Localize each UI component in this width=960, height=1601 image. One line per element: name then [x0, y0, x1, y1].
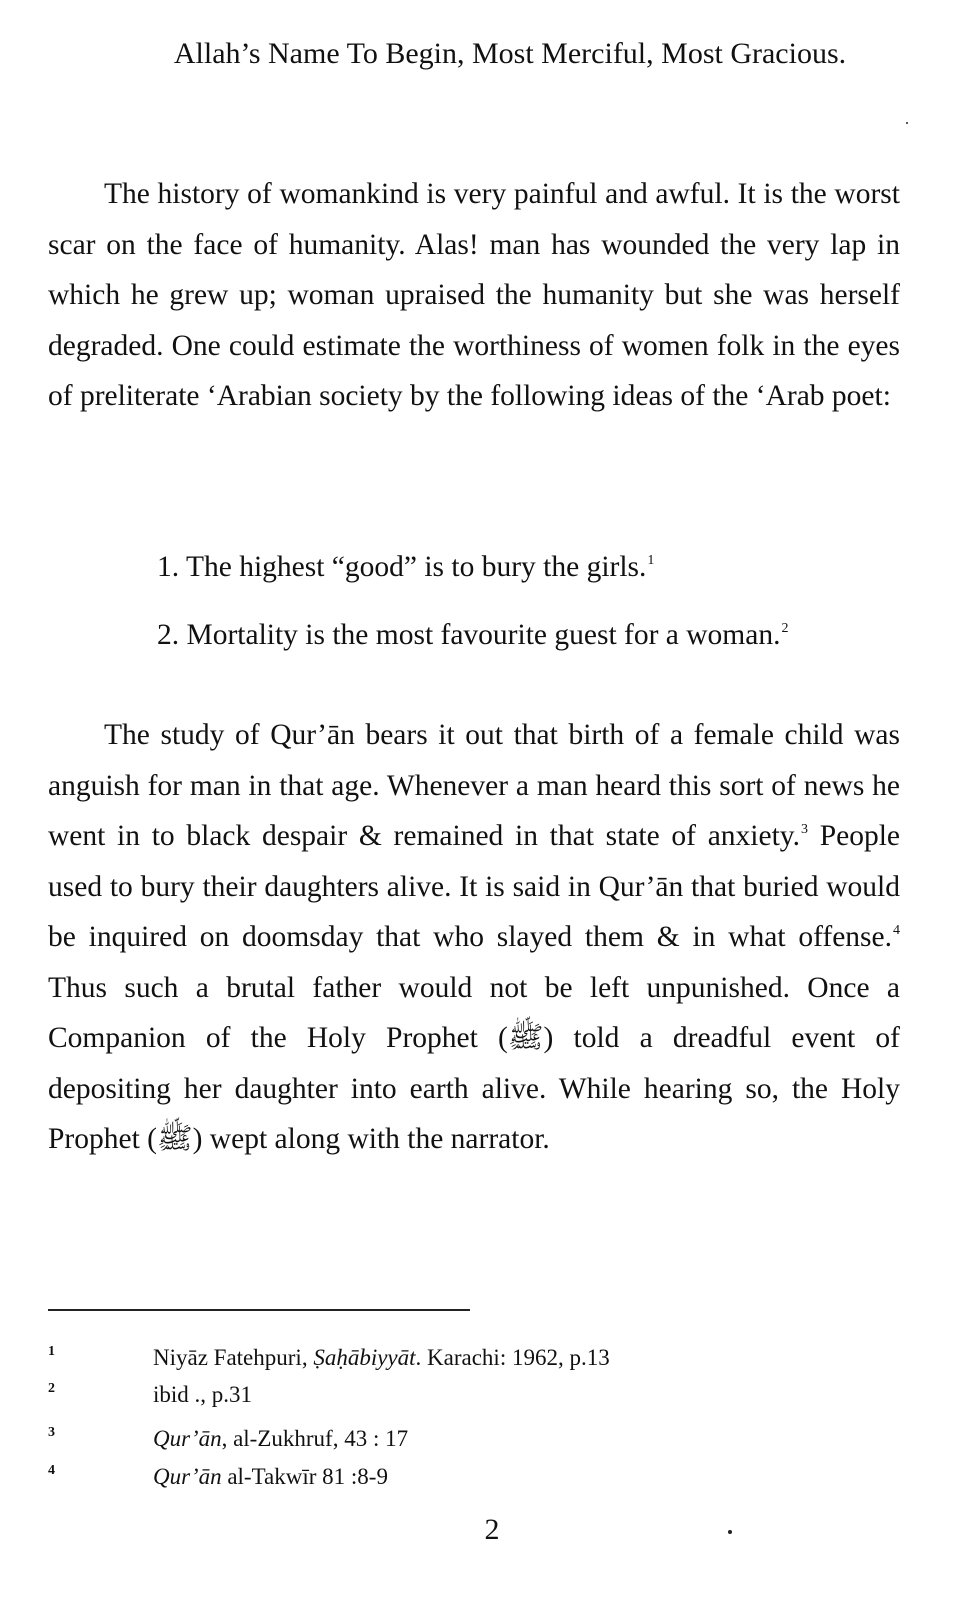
- footnote-text: [153, 1380, 252, 1410]
- footnote-author: Niyāz Fatehpuri,: [153, 1345, 314, 1370]
- footnote-ref-1[interactable]: 1: [647, 553, 655, 568]
- poem-line-2: [157, 610, 807, 660]
- paragraph-2-part-3: Thus such a brutal father would not be left unpunished. Once a Companion of the Holy Prophet (ﷺ) told a dreadful event of depositing her daughter into earth alive. While hearing so, the Holy Prophet (ﷺ) wept along with the narrator.: [48, 971, 900, 1155]
- paragraph-2-part-1: The study of Qur’ān bears it out that birth of a female child was anguish for man in that age. Whenever a man heard this sort of news he went in to black despair & remained in that state of anxiety.: [48, 719, 900, 852]
- paragraph-2-part-2: People used to bury their daughters alive. It is said in Qur’ān that buried would be inquired on doomsday that who slayed them & in what offense.: [48, 820, 900, 953]
- page-title: Allah’s Name To Begin, Most Merciful, Most Gracious.: [173, 37, 847, 70]
- footnote-ref-2[interactable]: 2: [781, 621, 789, 636]
- footnote-number: 3: [48, 1425, 55, 1440]
- footnote-text: [153, 1343, 610, 1373]
- footnote-citation: ibid ., p.31: [153, 1382, 253, 1407]
- footnote-3: [48, 1424, 908, 1464]
- scan-speck: [728, 1530, 732, 1534]
- footnote-text: [153, 1424, 408, 1454]
- footnote-work-title: Ṣaḥābiyyāt: [313, 1345, 416, 1370]
- footnote-number: 4: [48, 1463, 55, 1478]
- footnote-ref-3[interactable]: 3: [800, 822, 808, 837]
- footnote-divider: [48, 1309, 470, 1311]
- page-number: 2: [484, 1513, 500, 1546]
- footnote-number: 1: [48, 1344, 55, 1359]
- paragraph-quran-study: [48, 710, 900, 1165]
- footnote-number: 2: [48, 1381, 55, 1396]
- footnote-citation: , al-Zukhruf, 43 : 17: [221, 1426, 409, 1451]
- footnote-work-title: Qur’ān: [153, 1464, 222, 1489]
- footnote-ref-4[interactable]: 4: [893, 923, 900, 938]
- poem-line-1-text: 1. The highest “good” is to bury the girls.: [157, 551, 647, 583]
- footnote-citation: al-Takwīr 81 :8-9: [221, 1464, 388, 1489]
- poem-line-2-text: 2. Mortality is the most favourite guest for a woman.: [157, 619, 781, 651]
- footnote-2: [48, 1380, 908, 1420]
- poem-line-1: [157, 542, 837, 592]
- footnote-citation: . Karachi: 1962, p.13: [415, 1345, 610, 1370]
- footnote-text: [153, 1462, 388, 1492]
- footnote-work-title: Qur’ān: [153, 1426, 222, 1451]
- scan-speck: [906, 122, 908, 124]
- paragraph-intro: The history of womankind is very painful and awful. It is the worst scar on the face of humanity. Alas! man has wounded the very lap in which he grew up; woman upraised the humanity but she was herself degraded. One could estimate the worthiness of women folk in the eyes of preliterate ‘Arabian society by the following ideas of the ‘Arab poet:: [48, 178, 900, 412]
- footnote-1: [48, 1343, 908, 1383]
- footnote-4: [48, 1462, 908, 1502]
